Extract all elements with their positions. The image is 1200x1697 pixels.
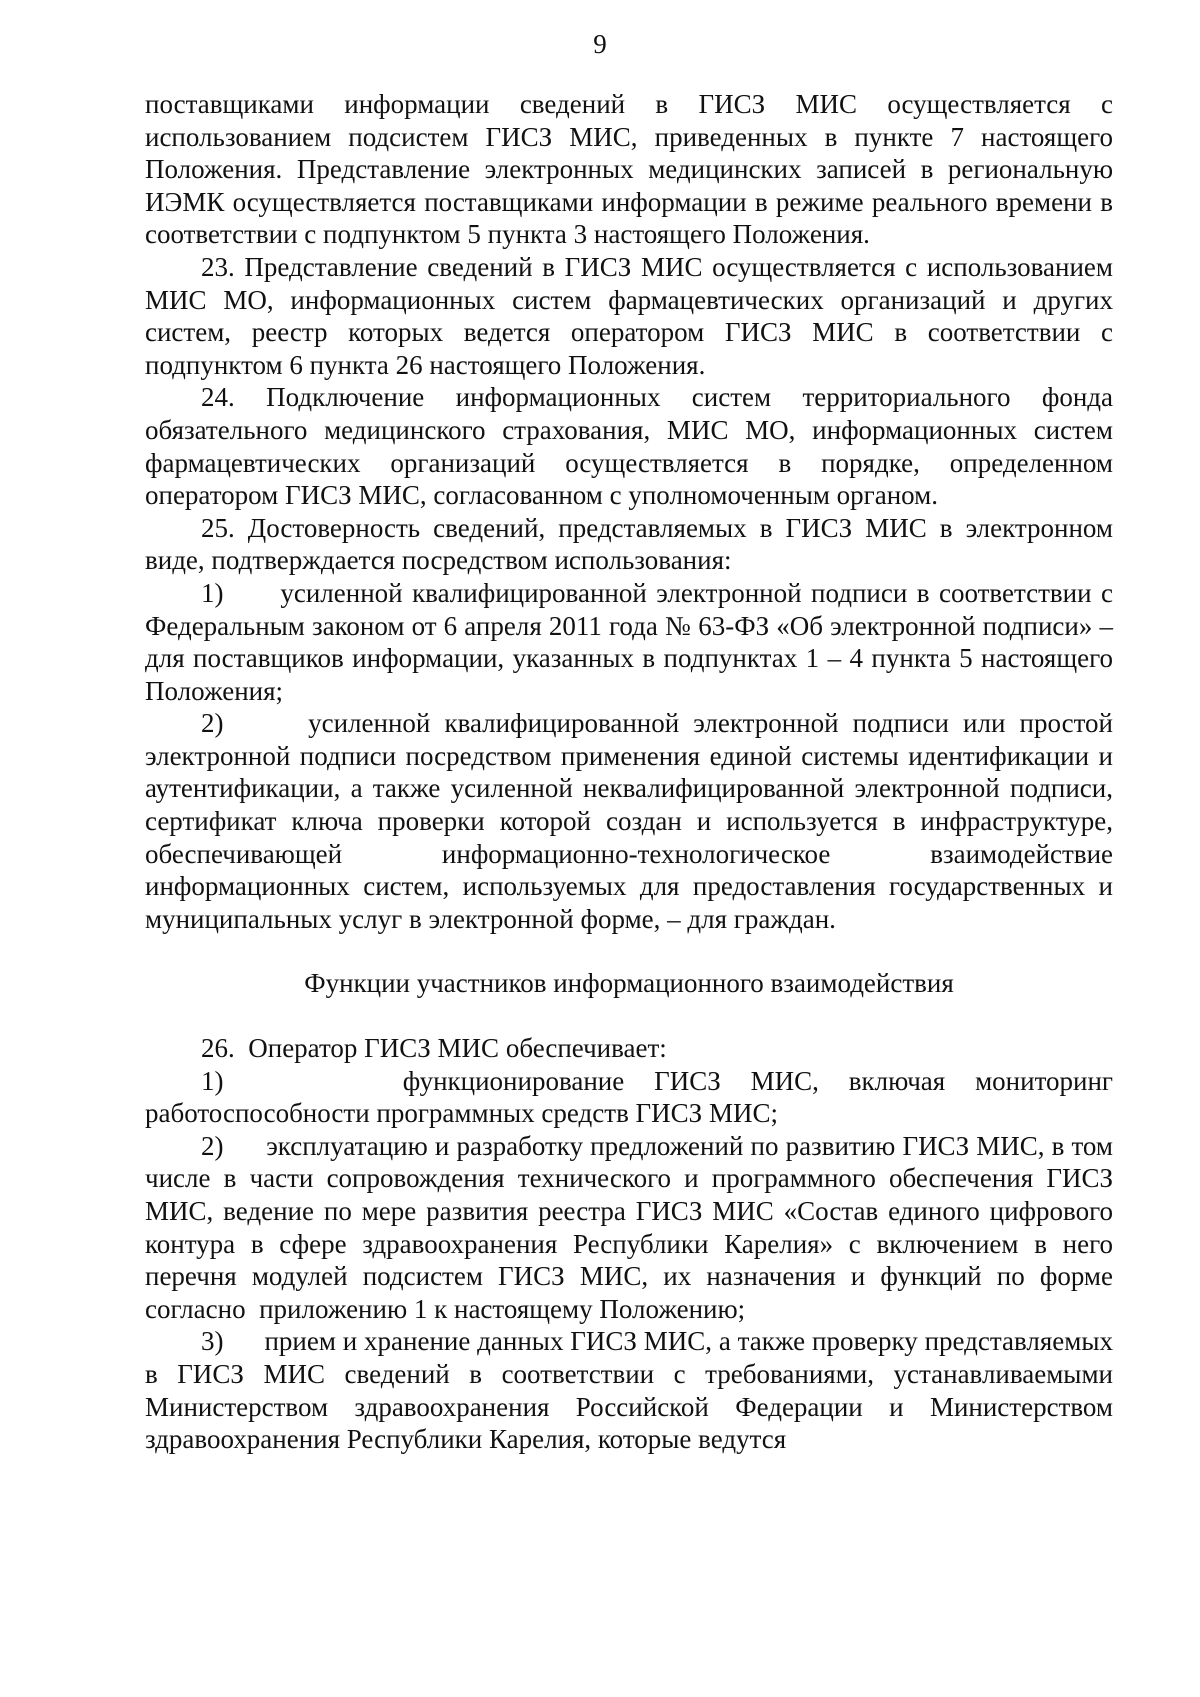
paragraph-26-item-3: 3) прием и хранение данных ГИСЗ МИС, а также проверку представляемых в ГИСЗ МИС сведений в соответствии с требованиями, устанавливаемыми Министерством здравоохранения Российской Федерации и Министерством здравоохранения Республики Карелия, которые ведутся xyxy=(145,1326,1120,1455)
section-heading: Функции участников информационного взаимодействия xyxy=(304,968,954,999)
paragraph-25-item-2: 2) усиленной квалифицированной электронной подписи или простой электронной подписи посредством применения единой системы идентификации и аутентификации, а также усиленной неквалифицированной электронной подписи, сертификат ключа проверки которой создан и используется в инфраструктуре, обеспечивающей информационно-технологическое взаимодействие информационных систем, используемых для предоставления государственных и муниципальных услуг в электронной форме, – для граждан. xyxy=(145,708,1120,934)
paragraph-23: 23. Представление сведений в ГИСЗ МИС осуществляется с использованием МИС МО, информационных систем фармацевтических организаций и других систем, реестр которых ведется оператором ГИСЗ МИС в соответствии с подпунктом 6 пункта 26 настоящего Положения. xyxy=(145,251,1113,380)
paragraph-continuation: поставщиками информации сведений в ГИСЗ МИС осуществляется с использованием подсистем ГИСЗ МИС, приведенных в пункте 7 настоящего Положения. Представление электронных медицинских записей в региональную ИЭМК осуществляется поставщиками информации в режиме реального времени в соответствии с подпунктом 5 пункта 3 настоящего Положения. xyxy=(145,89,1113,250)
paragraph-24: 24. Подключение информационных систем территориального фонда обязательного медицинского страхования, МИС МО, информационных систем фармацевтических организаций осуществляется в порядке, определенном оператором ГИСЗ МИС, согласованном с уполномоченным органом. xyxy=(145,382,1113,511)
document-body xyxy=(145,88,1127,1456)
paragraph-26: 26. Оператор ГИСЗ МИС обеспечивает: xyxy=(201,1033,667,1064)
paragraph-26-item-2: 2) эксплуатацию и разработку предложений по развитию ГИСЗ МИС, в том числе в части сопровождения технического и программного обеспечения ГИСЗ МИС, ведение по мере развития реестра ГИСЗ МИС «Состав единого цифрового контура в сфере здравоохранения Республики Карелия» с включением в него перечня модулей подсистем ГИСЗ МИС, их назначения и функций по форме согласно приложению 1 к настоящему Положению; xyxy=(145,1130,1127,1324)
paragraph-25: 25. Достоверность сведений, представляемых в ГИСЗ МИС в электронном виде, подтверждается посредством использования: xyxy=(145,512,1113,576)
paragraph-26-item-1: 1) функционирование ГИСЗ МИС, включая мониторинг работоспособности программных средств ГИСЗ МИС; xyxy=(145,1065,1120,1129)
paragraph-25-item-1: 1) усиленной квалифицированной электронной подписи в соответствии с Федеральным законом от 6 апреля 2011 года № 63-ФЗ «Об электронной подписи» – для поставщиков информации, указанных в подпунктах 1 – 4 пункта 5 настоящего Положения; xyxy=(145,577,1120,706)
page-number: 9 xyxy=(593,29,607,59)
